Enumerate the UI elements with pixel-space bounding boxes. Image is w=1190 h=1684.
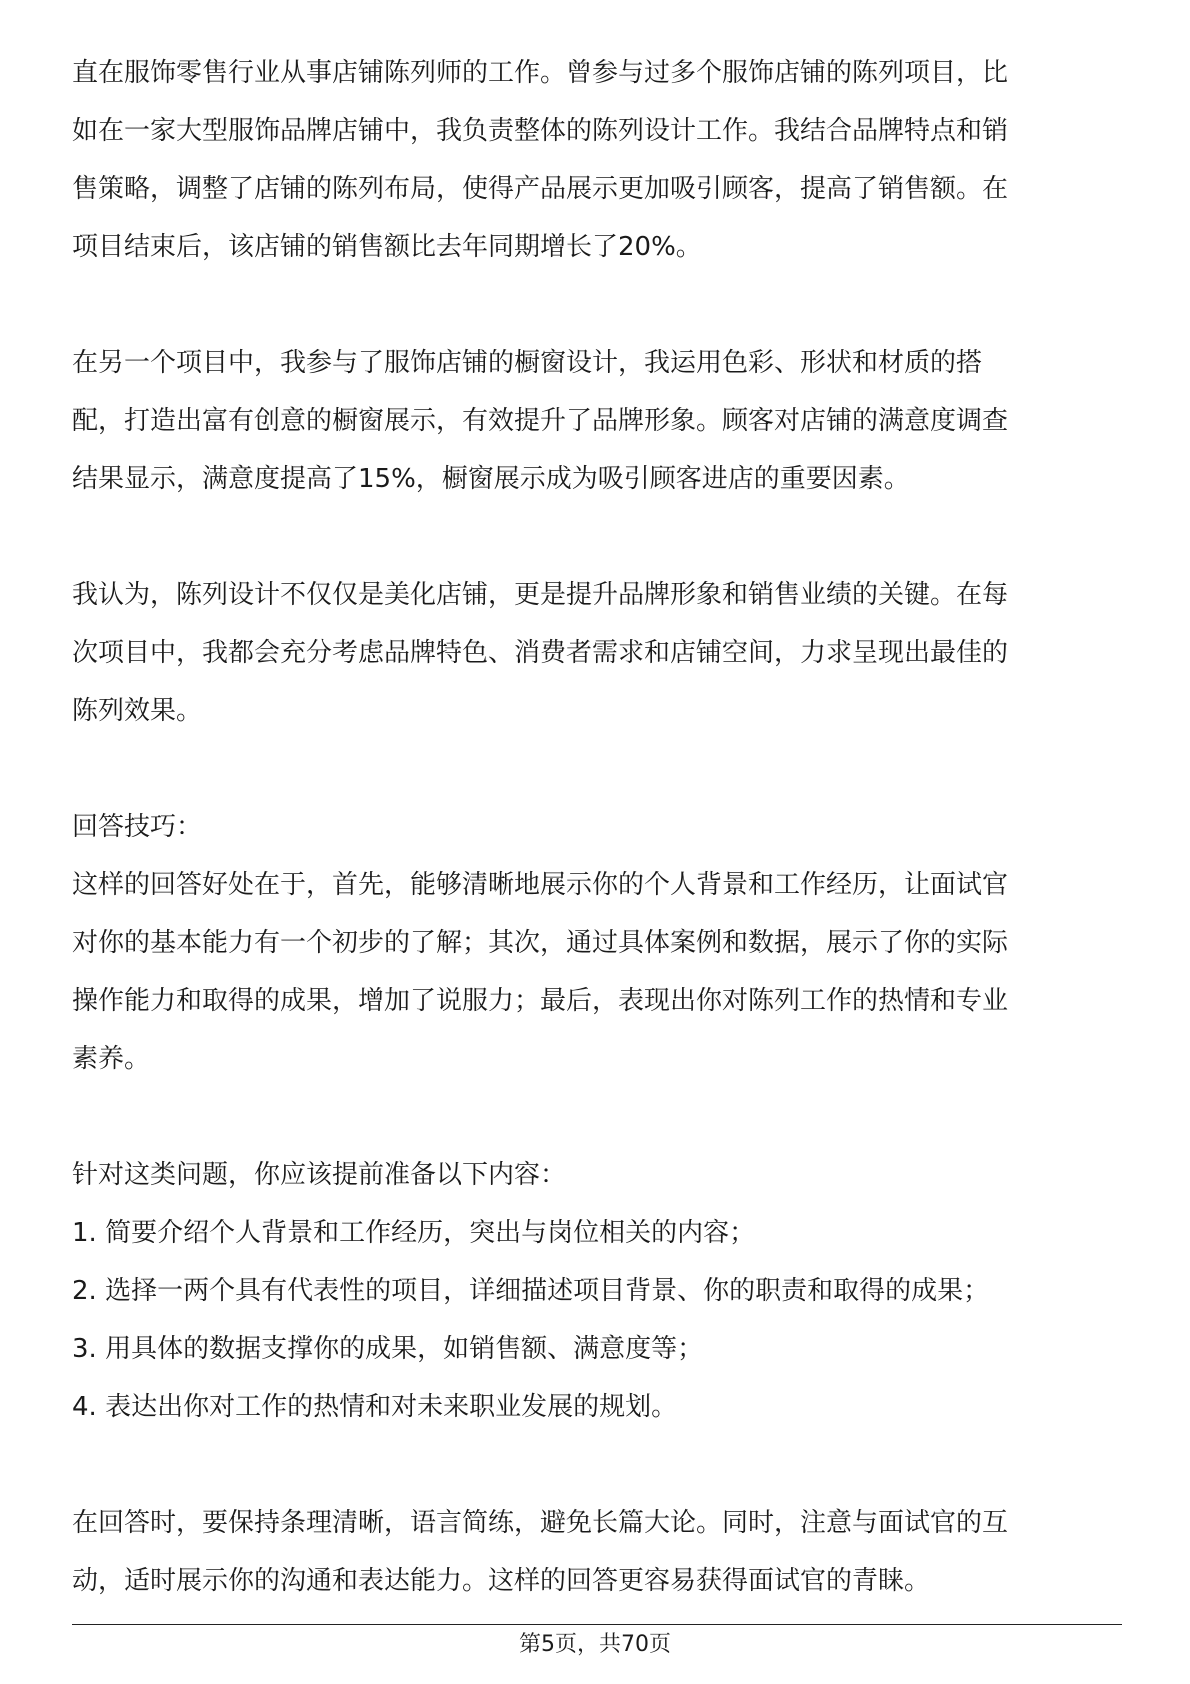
text-line: 对你的基本能力有一个初步的了解；其次，通过具体案例和数据，展示了你的实际 <box>72 928 1009 958</box>
list-item: 1. 简要介绍个人背景和工作经历，突出与岗位相关的内容； <box>72 1218 756 1248</box>
list-item: 2. 选择一两个具有代表性的项目，详细描述项目背景、你的职责和取得的成果； <box>72 1276 990 1306</box>
text-line: 售策略，调整了店铺的陈列布局，使得产品展示更加吸引顾客，提高了销售额。在 <box>72 174 1009 204</box>
paragraph-experience <box>72 44 1118 276</box>
text-line: 动，适时展示你的沟通和表达能力。这样的回答更容易获得面试官的青睐。 <box>72 1566 931 1596</box>
paragraph-window-design <box>72 334 1118 508</box>
list-item: 3. 用具体的数据支撑你的成果，如销售额、满意度等； <box>72 1334 704 1364</box>
footer-divider <box>72 1624 1122 1625</box>
section-heading: 回答技巧： <box>72 812 203 842</box>
document-body <box>72 44 1118 1610</box>
list-intro: 针对这类问题，你应该提前准备以下内容： <box>72 1160 567 1190</box>
list-item: 4. 表达出你对工作的热情和对未来职业发展的规划。 <box>72 1392 678 1422</box>
text-line: 次项目中，我都会充分考虑品牌特色、消费者需求和店铺空间，力求呈现出最佳的 <box>72 638 1009 668</box>
text-line: 在回答时，要保持条理清晰，语言简练，避免长篇大论。同时，注意与面试官的互 <box>72 1508 1009 1538</box>
text-line: 在另一个项目中，我参与了服饰店铺的橱窗设计，我运用色彩、形状和材质的搭 <box>72 348 983 378</box>
text-line: 如在一家大型服饰品牌店铺中，我负责整体的陈列设计工作。我结合品牌特点和销 <box>72 116 1009 146</box>
text-line: 操作能力和取得的成果，增加了说服力；最后，表现出你对陈列工作的热情和专业 <box>72 986 1009 1016</box>
text-line: 我认为，陈列设计不仅仅是美化店铺，更是提升品牌形象和销售业绩的关键。在每 <box>72 580 1009 610</box>
page-number: 第5页，共70页 <box>519 1632 671 1657</box>
paragraph-preparation-list <box>72 1146 1118 1436</box>
text-line: 这样的回答好处在于，首先，能够清晰地展示你的个人背景和工作经历，让面试官 <box>72 870 1009 900</box>
text-line: 结果显示，满意度提高了15%，橱窗展示成为吸引顾客进店的重要因素。 <box>72 464 910 494</box>
paragraph-conclusion <box>72 1494 1118 1610</box>
paragraph-opinion <box>72 566 1118 740</box>
text-line: 配，打造出富有创意的橱窗展示，有效提升了品牌形象。顾客对店铺的满意度调查 <box>72 406 1009 436</box>
text-line: 陈列效果。 <box>72 696 203 726</box>
text-line: 素养。 <box>72 1044 151 1074</box>
text-line: 项目结束后，该店铺的销售额比去年同期增长了20%。 <box>72 232 702 262</box>
text-line: 直在服饰零售行业从事店铺陈列师的工作。曾参与过多个服饰店铺的陈列项目，比 <box>72 58 1009 88</box>
paragraph-answer-tips <box>72 798 1118 1088</box>
